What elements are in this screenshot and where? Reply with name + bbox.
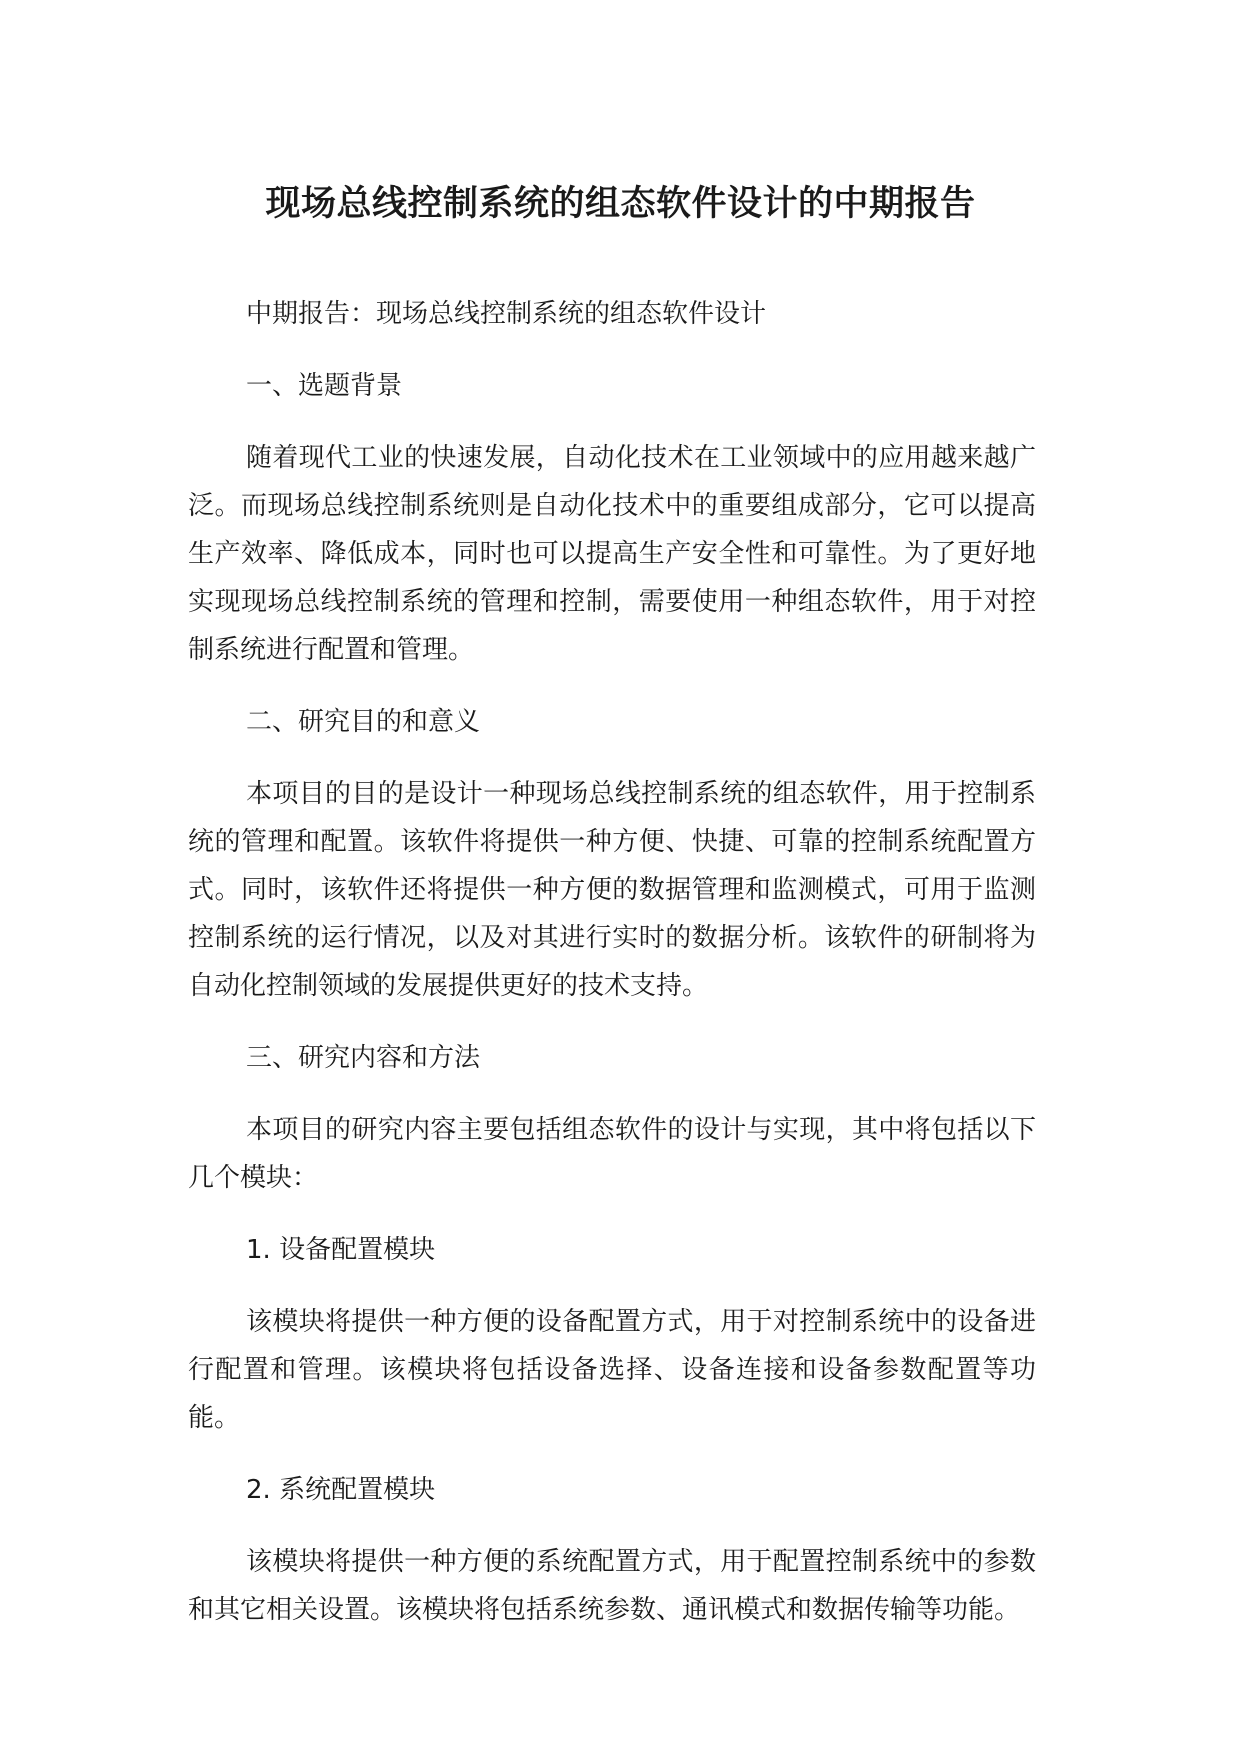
paragraph-background: 随着现代工业的快速发展，自动化技术在工业领域中的应用越来越广泛。而现场总线控制系统则是自动化技术中的重要组成部分，它可以提高生产效率、降低成本，同时也可以提高生产安全性和可靠性。为了更好地实现现场总线控制系统的管理和控制，需要使用一种组态软件，用于对控制系统进行配置和管理。 [188,443,1036,665]
paragraph-device-config: 该模块将提供一种方便的设备配置方式，用于对控制系统中的设备进行配置和管理。该模块将包括设备选择、设备连接和设备参数配置等功能。 [188,1307,1036,1433]
section-heading-content: 三、研究内容和方法 [246,1043,481,1073]
document-body [188,290,1036,1658]
paragraph-system-config: 该模块将提供一种方便的系统配置方式，用于配置控制系统中的参数和其它相关设置。该模块将包括系统参数、通讯模式和数据传输等功能。 [188,1547,1036,1625]
section-heading-background: 一、选题背景 [246,371,403,401]
document-title: 现场总线控制系统的组态软件设计的中期报告 [265,184,976,224]
paragraph-purpose: 本项目的目的是设计一种现场总线控制系统的组态软件，用于控制系统的管理和配置。该软件将提供一种方便、快捷、可靠的控制系统配置方式。同时，该软件还将提供一种方便的数据管理和监测模式，可用于监测控制系统的运行情况，以及对其进行实时的数据分析。该软件的研制将为自动化控制领域的发展提供更好的技术支持。 [188,779,1036,1001]
subheading-device-config: 1. 设备配置模块 [246,1235,436,1265]
paragraph-content: 本项目的研究内容主要包括组态软件的设计与实现，其中将包括以下几个模块： [188,1115,1036,1193]
subheading-system-config: 2. 系统配置模块 [246,1475,436,1505]
report-subtitle: 中期报告：现场总线控制系统的组态软件设计 [246,299,767,329]
section-heading-purpose: 二、研究目的和意义 [246,707,481,737]
